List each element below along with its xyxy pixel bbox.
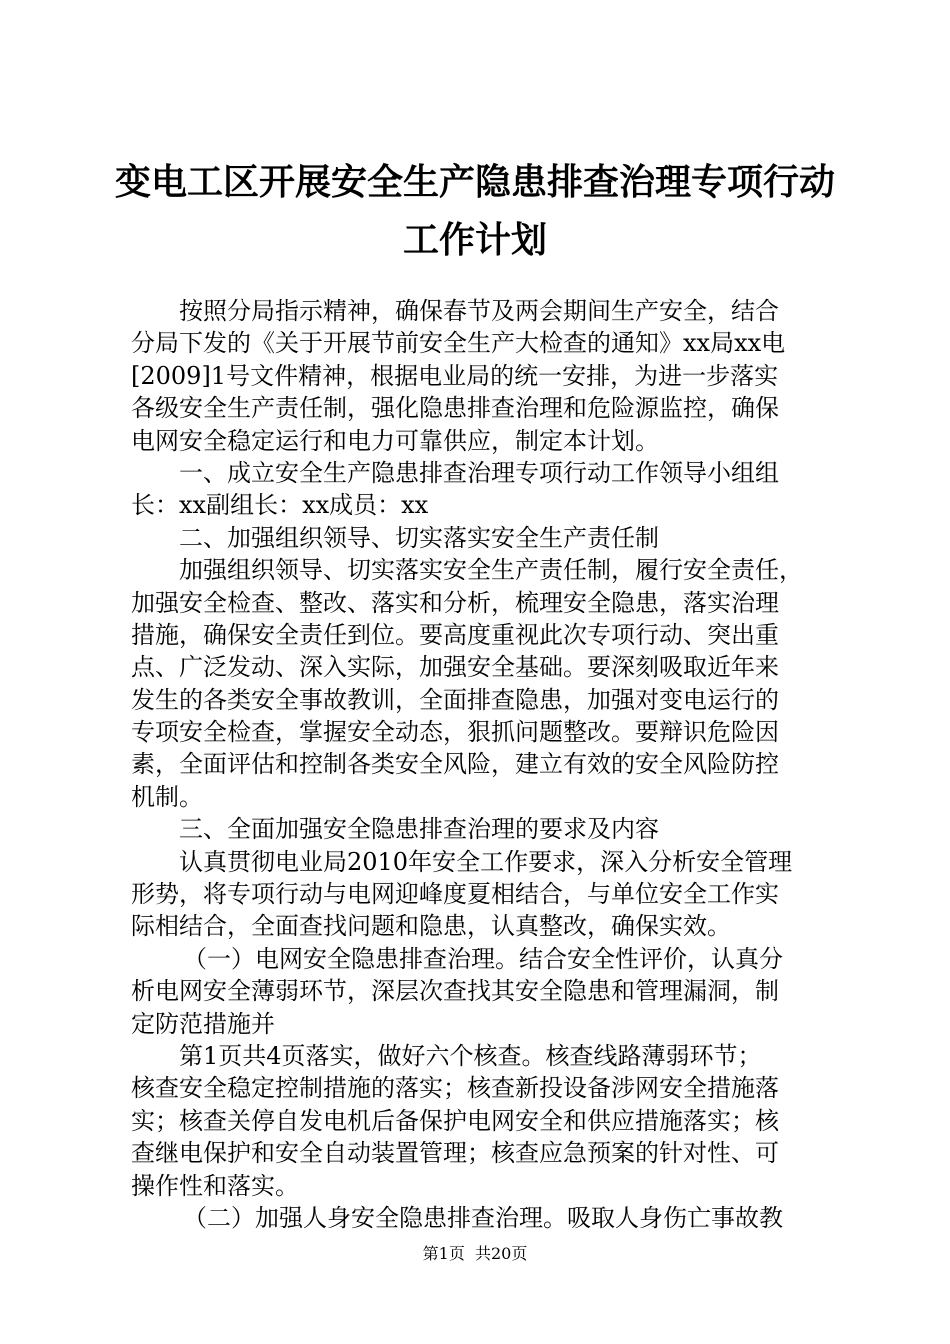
body-line: 素，全面评估和控制各类安全风险，建立有效的安全风险防控 [131, 750, 779, 779]
body-line: 一、成立安全生产隐患排查治理专项行动工作领导小组组 [179, 458, 779, 487]
body-line: 析电网安全薄弱环节，深层次查找其安全隐患和管理漏洞，制 [131, 977, 779, 1006]
body-line: 长：xx副组长：xx成员：xx [131, 491, 429, 520]
body-line: 形势，将专项行动与电网迎峰度夏相结合，与单位安全工作实 [131, 880, 779, 909]
body-line: 电网安全稳定运行和电力可靠供应，制定本计划。 [131, 426, 659, 455]
body-line: （一）电网安全隐患排查治理。结合安全性评价，认真分 [183, 944, 783, 973]
body-line: 各级安全生产责任制，强化隐患排查治理和危险源监控，确保 [131, 394, 779, 423]
page-footer: 第1页 共20页 [422, 1244, 528, 1263]
body-line: 措施，确保安全责任到位。要高度重视此次专项行动、突出重 [131, 620, 779, 649]
body-line: 加强安全检查、整改、落实和分析，梳理安全隐患，落实治理 [131, 588, 779, 617]
body-line: 专项安全检查，掌握安全动态，狠抓问题整改。要辩识危险因 [131, 718, 779, 747]
document-body [131, 295, 831, 1234]
body-line: 发生的各类安全事故教训，全面排查隐患，加强对变电运行的 [131, 685, 779, 714]
body-line: 操作性和落实。 [131, 1171, 299, 1200]
body-line: 第1页共4页落实，做好六个核查。核查线路薄弱环节； [179, 1041, 762, 1070]
body-line: 点、广泛发动、深入实际，加强安全基础。要深刻吸取近年来 [131, 653, 779, 682]
body-line: 查继电保护和安全自动装置管理；核查应急预案的针对性、可 [131, 1139, 779, 1168]
body-line: 加强组织领导、切实落实安全生产责任制，履行安全责任， [179, 556, 803, 585]
body-line: 际相结合，全面查找问题和隐患，认真整改，确保实效。 [131, 912, 731, 941]
body-line: 实；核查关停自发电机后备保护电网安全和供应措施落实；核 [131, 1106, 779, 1135]
section-heading: 二、加强组织领导、切实落实安全生产责任制 [179, 523, 659, 552]
body-line: 定防范措施并 [131, 1009, 275, 1038]
body-line: 机制。 [131, 782, 203, 811]
body-line: （二）加强人身安全隐患排查治理。吸取人身伤亡事故教 [183, 1203, 783, 1232]
body-line: 认真贯彻电业局2010年安全工作要求，深入分析安全管理 [179, 847, 793, 876]
body-line: [2009]1号文件精神，根据电业局的统一安排，为进一步落实 [131, 361, 779, 390]
document-title-line-1: 变电工区开展安全生产隐患排查治理专项行动 [114, 161, 835, 203]
body-line: 分局下发的《关于开展节前安全生产大检查的通知》xx局xx电 [131, 329, 786, 358]
document-title-line-2: 工作计划 [402, 219, 547, 261]
body-line: 按照分局指示精神，确保春节及两会期间生产安全，结合 [179, 297, 779, 325]
body-line: 核查安全稳定控制措施的落实；核查新投设备涉网安全措施落 [131, 1074, 779, 1103]
section-heading: 三、全面加强安全隐患排查治理的要求及内容 [179, 815, 659, 844]
